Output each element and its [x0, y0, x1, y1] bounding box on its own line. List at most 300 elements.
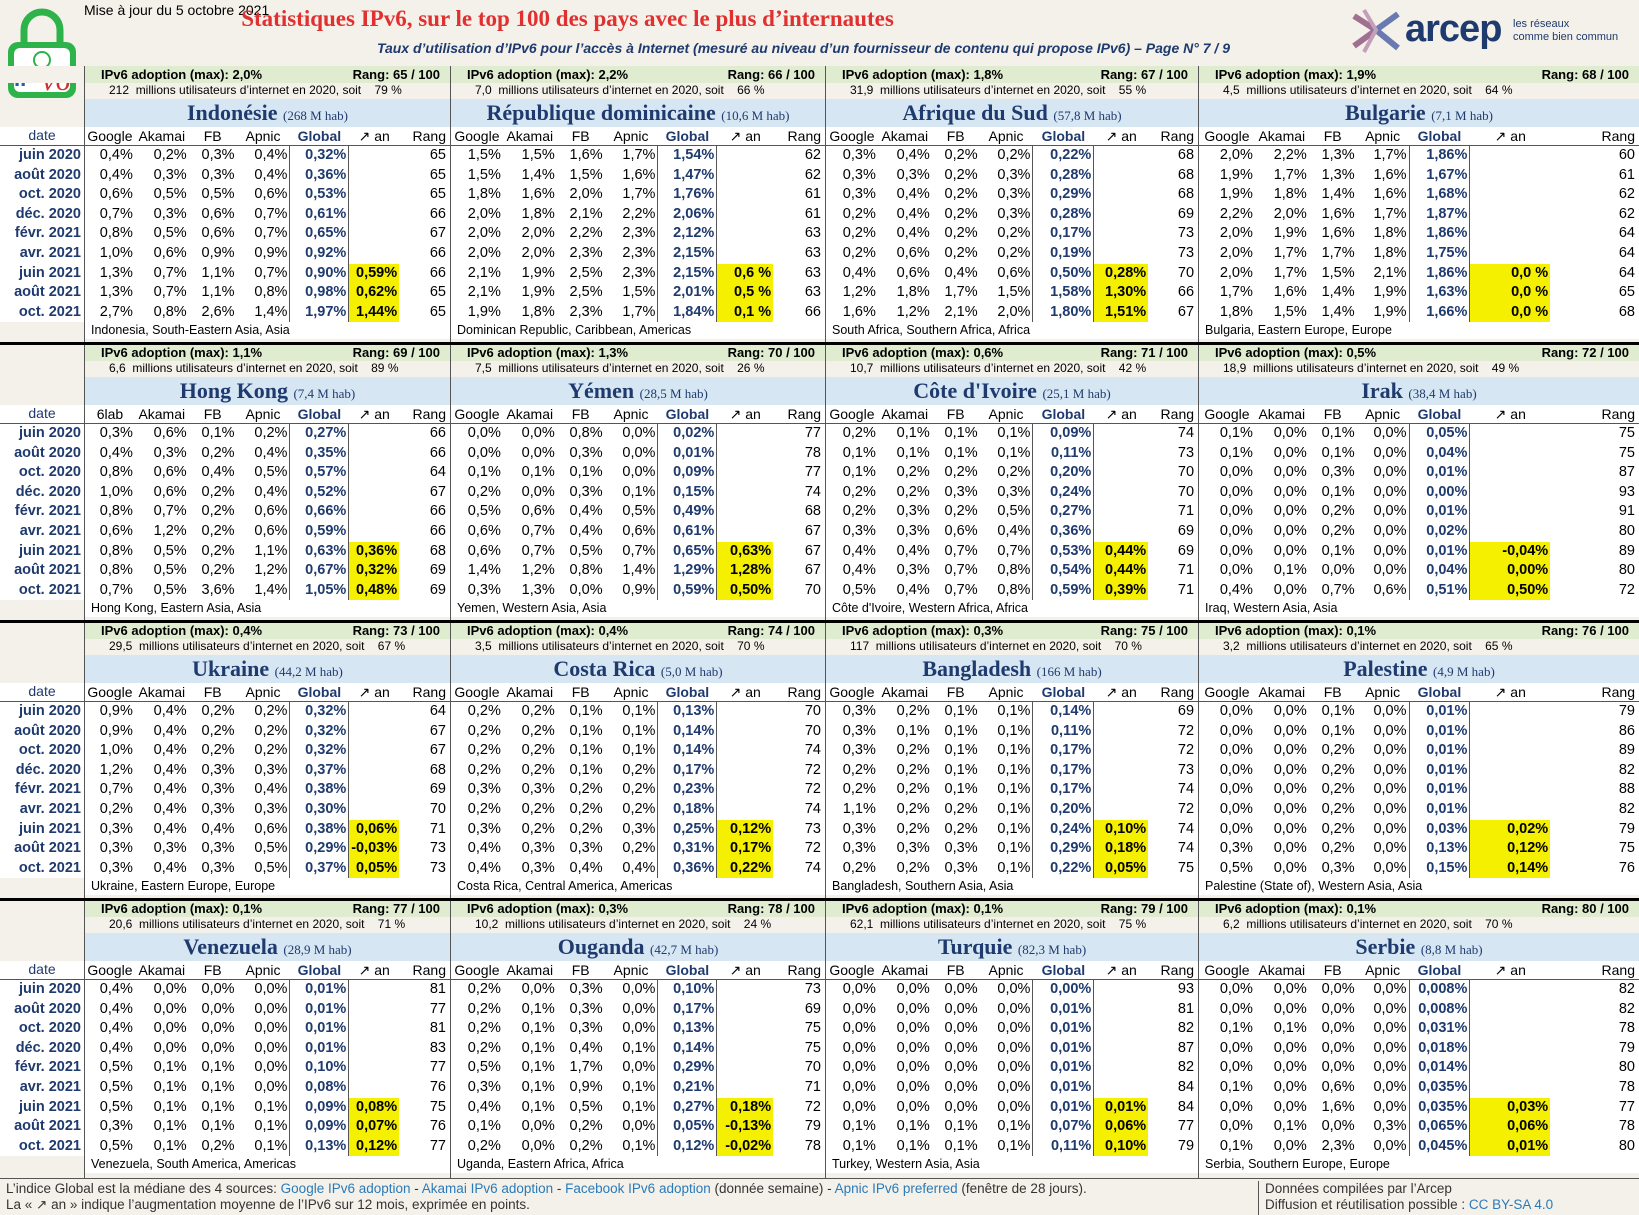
table-row — [85, 283, 450, 303]
region-label: Yemen, Western Asia, Asia — [451, 600, 825, 617]
global-value: 0,21% — [657, 1078, 717, 1098]
growth-header: ↗ an — [1494, 684, 1526, 700]
column-headers — [826, 683, 1198, 702]
source-value: 0,0% — [944, 1059, 978, 1076]
source-value: 0,0% — [944, 1078, 978, 1095]
source-value: 0,6% — [896, 244, 930, 261]
growth-value: -0,13% — [717, 1117, 773, 1137]
global-value: 1,67% — [1409, 166, 1471, 186]
global-value: 0,13% — [657, 702, 717, 722]
growth-value — [717, 463, 773, 483]
source-value: 0,1% — [201, 1098, 235, 1115]
column-header: Apnic — [245, 128, 281, 144]
source-value: 1,5% — [1273, 303, 1307, 320]
column-header: FB — [1323, 406, 1342, 422]
source-value: 0,7% — [254, 264, 288, 281]
source-value: 0,1% — [842, 1137, 876, 1154]
column-header: Apnic — [988, 128, 1024, 144]
internet-users: 3,2 millions utilisateurs d’internet en 2020, soit 65 % — [1199, 639, 1639, 655]
source-value: 0,0% — [622, 1020, 656, 1037]
source-value: 1,1% — [201, 284, 235, 301]
growth-value — [349, 146, 399, 166]
source-value: 0,1% — [997, 840, 1031, 857]
table-row — [85, 1000, 450, 1020]
source-value: 0,2% — [467, 1000, 501, 1017]
note-intro: L’indice Global est la médiane des 4 sources: — [6, 1181, 281, 1196]
global-value: 0,59% — [657, 581, 717, 601]
rank-value: 71 — [1177, 562, 1195, 579]
rank-value: 80 — [1618, 1137, 1635, 1154]
adoption-bar — [85, 66, 450, 83]
source-value: 0,8% — [997, 562, 1031, 579]
growth-header: ↗ an — [1494, 406, 1526, 422]
table-row — [451, 581, 825, 601]
source-value: 0,2% — [997, 147, 1031, 163]
source-value: 0,0% — [622, 1000, 656, 1017]
growth-value — [717, 146, 773, 166]
source-value: 0,1% — [944, 444, 978, 461]
source-value: 0,0% — [1273, 1137, 1307, 1154]
source-value: 0,5% — [1219, 859, 1253, 876]
country-title: Hong Kong — [179, 378, 288, 403]
rank-value: 81 — [1177, 1000, 1195, 1017]
country-population: (166 M hab) — [1036, 664, 1102, 679]
growth-value — [717, 502, 773, 522]
global-value: 0,01% — [1409, 542, 1471, 562]
table-row — [1199, 820, 1639, 840]
page-title: Statistiques IPv6, sur le top 100 des pays avec le plus d’internautes — [241, 6, 894, 31]
global-value: 0,01% — [1409, 702, 1471, 722]
column-header: Global — [1041, 128, 1086, 144]
table-row — [826, 542, 1198, 562]
table-row — [1199, 424, 1639, 444]
source-value: 0,5% — [254, 464, 288, 481]
source-value: 0,1% — [521, 1000, 555, 1017]
source-value: 0,3% — [569, 840, 603, 857]
global-value: 0,24% — [1032, 820, 1094, 840]
source-value: 0,0% — [467, 425, 501, 441]
source-value: 0,2% — [201, 703, 235, 719]
global-value: 0,14% — [657, 741, 717, 761]
table-row — [1199, 146, 1639, 166]
source-value: 0,3% — [153, 444, 187, 461]
source-value: 1,6% — [1321, 1098, 1355, 1115]
global-value: 0,12% — [657, 1137, 717, 1157]
column-header: Google — [87, 128, 133, 144]
update-date: Mise à jour du 5 octobre 2021 — [84, 2, 270, 18]
growth-value — [349, 1000, 399, 1020]
column-header: Google — [454, 684, 500, 700]
source-value: 0,4% — [99, 147, 133, 163]
growth-value — [1094, 244, 1148, 264]
global-value: 1,87% — [1409, 205, 1471, 225]
rank-value: 77 — [804, 425, 821, 441]
source-value: 0,0% — [1273, 761, 1307, 778]
source-value: 1,7% — [1273, 244, 1307, 261]
rank-header: Rang — [412, 962, 446, 978]
source-value: 0,6% — [254, 522, 288, 539]
adoption-max: IPv6 adoption (max): 0,4% — [101, 623, 263, 638]
source-value: 0,4% — [254, 147, 288, 163]
source-value: 0,0% — [842, 1098, 876, 1115]
source-value: 0,4% — [896, 581, 930, 598]
internet-users: 10,2 millions utilisateurs d’internet en 2020, soit 24 % — [451, 917, 825, 933]
source-value: 0,5% — [201, 186, 235, 203]
source-value: 1,1% — [201, 264, 235, 281]
growth-value: -0,02% — [717, 1137, 773, 1157]
global-value: 1,86% — [1409, 224, 1471, 244]
country-name — [826, 933, 1198, 961]
column-header: Akamai — [881, 128, 929, 144]
global-value: 0,18% — [657, 800, 717, 820]
source-value: 0,0% — [1373, 1020, 1407, 1037]
rank-value: 84 — [1177, 1098, 1195, 1115]
date-column — [0, 344, 84, 622]
rank-value: 79 — [1177, 1137, 1195, 1154]
source-value: 0,2% — [842, 483, 876, 500]
rank-value: 68 — [429, 542, 446, 559]
table-row — [85, 1058, 450, 1078]
source-value: 0,2% — [896, 742, 930, 759]
source-value: 1,8% — [521, 303, 555, 320]
global-value: 0,32% — [289, 722, 349, 742]
global-value: 0,09% — [657, 463, 717, 483]
country-title: Ouganda — [557, 934, 645, 959]
tagline-line-1: les réseaux — [1513, 18, 1570, 30]
source-value: 1,2% — [521, 562, 555, 579]
source-value: 0,2% — [467, 483, 501, 500]
column-header: Google — [1204, 128, 1250, 144]
source-value: 0,2% — [896, 800, 930, 817]
rank-value: 89 — [1618, 742, 1635, 759]
source-value: 1,7% — [1321, 244, 1355, 261]
source-value: 0,7% — [153, 264, 187, 281]
source-value: 0,5% — [153, 581, 187, 598]
rank-value: 73 — [429, 859, 446, 876]
table-row — [85, 444, 450, 464]
growth-value: 0,1 % — [717, 303, 773, 323]
country-population: (38,4 M hab) — [1408, 386, 1477, 401]
note-sep: - — [410, 1181, 422, 1196]
table-row — [85, 1098, 450, 1118]
source-value: 0,2% — [842, 225, 876, 242]
global-value: 0,19% — [1032, 244, 1094, 264]
source-value: 0,1% — [896, 444, 930, 461]
growth-value: 1,30% — [1094, 283, 1148, 303]
table-row — [826, 1117, 1198, 1137]
rank-value: 79 — [804, 1118, 821, 1135]
global-value: 0,04% — [1409, 444, 1471, 464]
source-value: 0,6% — [944, 522, 978, 539]
column-header: Akamai — [881, 962, 929, 978]
source-value: 0,2% — [1321, 800, 1355, 817]
column-headers — [85, 127, 450, 146]
adoption-bar — [826, 622, 1198, 639]
global-value: 0,01% — [1409, 780, 1471, 800]
rank-value: 87 — [1177, 1039, 1195, 1056]
source-value: 0,5% — [842, 581, 876, 598]
column-header: FB — [946, 684, 965, 700]
internet-users: 31,9 millions utilisateurs d’internet en 2020, soit 55 % — [826, 83, 1198, 99]
source-value: 2,1% — [467, 264, 501, 281]
source-value: 0,2% — [521, 722, 555, 739]
growth-note: La « ↗ an » indique l’augmentation moyenne de l’IPv6 sur 12 mois, exprimée en points. — [6, 1197, 530, 1212]
growth-value — [1094, 185, 1148, 205]
source-value: 0,3% — [944, 483, 978, 500]
rank-value: 75 — [1618, 444, 1635, 461]
source-value: 0,5% — [99, 1098, 133, 1115]
source-value: 0,0% — [1373, 1078, 1407, 1095]
rank-value: 70 — [804, 722, 821, 739]
rank-value: 72 — [804, 781, 821, 798]
source-value: 0,0% — [1219, 1118, 1253, 1135]
source-value: 1,7% — [622, 186, 656, 203]
rank-value: 71 — [429, 820, 446, 837]
table-row — [826, 741, 1198, 761]
global-value: 0,59% — [289, 522, 349, 542]
source-value: 0,1% — [1321, 703, 1355, 719]
global-value: 0,30% — [289, 800, 349, 820]
country-name — [451, 377, 825, 405]
source-value: 0,2% — [201, 1137, 235, 1154]
akamai-source-link[interactable]: Akamai IPv6 adoption — [421, 1181, 554, 1196]
column-header: Apnic — [245, 406, 281, 422]
source-value: 0,4% — [153, 722, 187, 739]
global-value: 0,35% — [289, 444, 349, 464]
source-value: 0,6% — [467, 522, 501, 539]
growth-value — [349, 761, 399, 781]
source-value: 0,0% — [1373, 742, 1407, 759]
growth-value — [349, 424, 399, 444]
apnic-source-link[interactable]: Apnic IPv6 preferred — [834, 1181, 958, 1196]
source-value: 0,2% — [944, 166, 978, 183]
table-row — [451, 1039, 825, 1059]
table-row — [451, 303, 825, 323]
table-row — [85, 722, 450, 742]
growth-value — [349, 522, 399, 542]
footer-notes — [0, 1178, 1639, 1215]
source-value: 0,1% — [896, 722, 930, 739]
source-value: 0,6% — [153, 483, 187, 500]
source-value: 0,2% — [896, 781, 930, 798]
source-value: 0,1% — [1273, 1020, 1307, 1037]
column-header: FB — [946, 128, 965, 144]
column-header: FB — [203, 962, 222, 978]
country-grid — [0, 66, 1639, 1177]
table-row — [826, 522, 1198, 542]
source-value: 0,0% — [1373, 840, 1407, 857]
rank-value: 69 — [429, 781, 446, 798]
rank-value: 73 — [1177, 761, 1195, 778]
source-value: 0,0% — [521, 981, 555, 997]
date-label: juin 2020 — [0, 424, 84, 444]
global-value: 0,20% — [1032, 463, 1094, 483]
source-value: 0,1% — [254, 1098, 288, 1115]
source-value: 0,7% — [997, 542, 1031, 559]
source-value: 2,0% — [1219, 244, 1253, 261]
source-value: 0,0% — [1373, 820, 1407, 837]
rank-value: 70 — [429, 800, 446, 817]
source-value: 0,2% — [944, 820, 978, 837]
global-value: 0,36% — [1032, 522, 1094, 542]
source-value: 0,3% — [1219, 840, 1253, 857]
column-header: Global — [665, 962, 710, 978]
date-label: avr. 2021 — [0, 800, 84, 820]
table-row — [451, 283, 825, 303]
table-row — [451, 722, 825, 742]
source-value: 0,5% — [467, 1059, 501, 1076]
source-value: 1,1% — [842, 800, 876, 817]
rank-value: 70 — [1177, 264, 1195, 281]
source-value: 0,0% — [997, 1098, 1031, 1115]
rank-value: 81 — [429, 1020, 446, 1037]
growth-value — [1094, 780, 1148, 800]
source-value: 0,4% — [1219, 581, 1253, 598]
adoption-rank: Rang: 71 / 100 — [1100, 345, 1188, 360]
global-value: 1,05% — [289, 581, 349, 601]
source-value: 0,2% — [153, 147, 187, 163]
source-value: 0,7% — [99, 781, 133, 798]
table-row — [85, 185, 450, 205]
country-population: (82,3 M hab) — [1017, 942, 1087, 957]
date-label: févr. 2021 — [0, 224, 84, 244]
table-row — [85, 780, 450, 800]
column-headers — [451, 405, 825, 424]
rank-value: 65 — [429, 303, 446, 320]
rank-value: 66 — [429, 444, 446, 461]
source-value: 2,2% — [569, 225, 603, 242]
source-value: 0,2% — [467, 981, 501, 997]
source-value: 0,2% — [944, 186, 978, 203]
source-value: 1,9% — [467, 303, 501, 320]
source-value: 0,0% — [944, 1039, 978, 1056]
source-value: 1,5% — [467, 166, 501, 183]
date-label: oct. 2021 — [0, 303, 84, 323]
growth-value — [1094, 741, 1148, 761]
rank-value: 77 — [429, 1059, 446, 1076]
global-value: 0,031% — [1409, 1019, 1471, 1039]
column-header: Akamai — [1258, 128, 1306, 144]
table-row — [1199, 244, 1639, 264]
source-value: 0,4% — [153, 703, 187, 719]
column-header: Google — [454, 962, 500, 978]
global-value: 0,01% — [1032, 1019, 1094, 1039]
facebook-source-link[interactable]: Facebook IPv6 adoption — [565, 1181, 711, 1196]
growth-header: ↗ an — [1105, 684, 1137, 700]
table-row — [1199, 1137, 1639, 1157]
column-header: Global — [1041, 406, 1086, 422]
country-name — [85, 377, 450, 405]
source-value: 0,0% — [1273, 703, 1307, 719]
table-row — [826, 205, 1198, 225]
region-label: Costa Rica, Central America, Americas — [451, 878, 825, 895]
source-value: 1,6% — [842, 303, 876, 320]
rank-header: Rang — [412, 684, 446, 700]
source-value: 0,3% — [467, 1078, 501, 1095]
source-value: 0,3% — [201, 840, 235, 857]
growth-value: 0,12% — [1470, 839, 1550, 859]
source-value: 0,1% — [622, 483, 656, 500]
source-value: 0,0% — [842, 1059, 876, 1076]
google-source-link[interactable]: Google IPv6 adoption — [280, 1181, 411, 1196]
rank-value: 74 — [1177, 781, 1195, 798]
source-value: 0,5% — [153, 542, 187, 559]
rank-value: 69 — [1177, 703, 1195, 719]
column-header: FB — [1323, 684, 1342, 700]
growth-value — [1094, 224, 1148, 244]
global-value: 0,008% — [1409, 1000, 1471, 1020]
adoption-rank: Rang: 76 / 100 — [1541, 623, 1629, 638]
source-value: 0,1% — [622, 742, 656, 759]
global-value: 0,32% — [289, 702, 349, 722]
source-value: 0,0% — [1373, 464, 1407, 481]
source-value: 0,9% — [99, 722, 133, 739]
source-value: 0,3% — [201, 761, 235, 778]
country-panel — [450, 66, 825, 344]
table-row — [451, 244, 825, 264]
column-header: Akamai — [506, 684, 554, 700]
table-row — [451, 483, 825, 503]
source-value: 0,6% — [153, 464, 187, 481]
source-value: 0,1% — [467, 464, 501, 481]
source-value: 0,8% — [99, 225, 133, 242]
source-value: 0,2% — [201, 444, 235, 461]
source-value: 2,5% — [569, 284, 603, 301]
rank-value: 91 — [1618, 503, 1635, 520]
source-value: 2,0% — [467, 205, 501, 222]
rank-header: Rang — [412, 406, 446, 422]
rank-value: 66 — [804, 303, 821, 320]
global-value: 0,13% — [289, 1137, 349, 1157]
source-value: 0,0% — [1219, 781, 1253, 798]
growth-value — [1094, 1000, 1148, 1020]
date-column — [0, 900, 84, 1178]
date-label: août 2021 — [0, 839, 84, 859]
global-value: 1,75% — [1409, 244, 1471, 264]
growth-value — [1094, 502, 1148, 522]
rank-value: 80 — [1618, 562, 1635, 579]
adoption-rank: Rang: 70 / 100 — [727, 345, 815, 360]
global-value: 0,11% — [1032, 722, 1094, 742]
source-value: 0,1% — [1321, 483, 1355, 500]
global-value: 0,22% — [1032, 146, 1094, 166]
source-value: 0,2% — [254, 722, 288, 739]
source-value: 0,5% — [467, 503, 501, 520]
table-row — [826, 1078, 1198, 1098]
growth-value: 0,50% — [1470, 581, 1550, 601]
rank-header: Rang — [1601, 128, 1635, 144]
country-name — [1199, 655, 1639, 683]
global-value: 0,018% — [1409, 1039, 1471, 1059]
adoption-rank: Rang: 77 / 100 — [352, 901, 440, 916]
growth-value — [1470, 980, 1550, 1000]
rank-value: 63 — [804, 284, 821, 301]
region-label: Bangladesh, Southern Asia, Asia — [826, 878, 1198, 895]
growth-value — [717, 205, 773, 225]
table-row — [85, 166, 450, 186]
growth-value — [349, 1039, 399, 1059]
global-value: 0,01% — [289, 1039, 349, 1059]
global-value: 0,035% — [1409, 1098, 1471, 1118]
growth-value: 0,00% — [1470, 561, 1550, 581]
source-value: 0,1% — [521, 1059, 555, 1076]
license-link[interactable]: CC BY-SA 4.0 — [1468, 1197, 1554, 1212]
country-block-row — [0, 66, 1639, 344]
rank-value: 79 — [1618, 703, 1635, 719]
source-value: 0,1% — [944, 1137, 978, 1154]
source-value: 0,0% — [1373, 542, 1407, 559]
global-value: 0,01% — [657, 444, 717, 464]
